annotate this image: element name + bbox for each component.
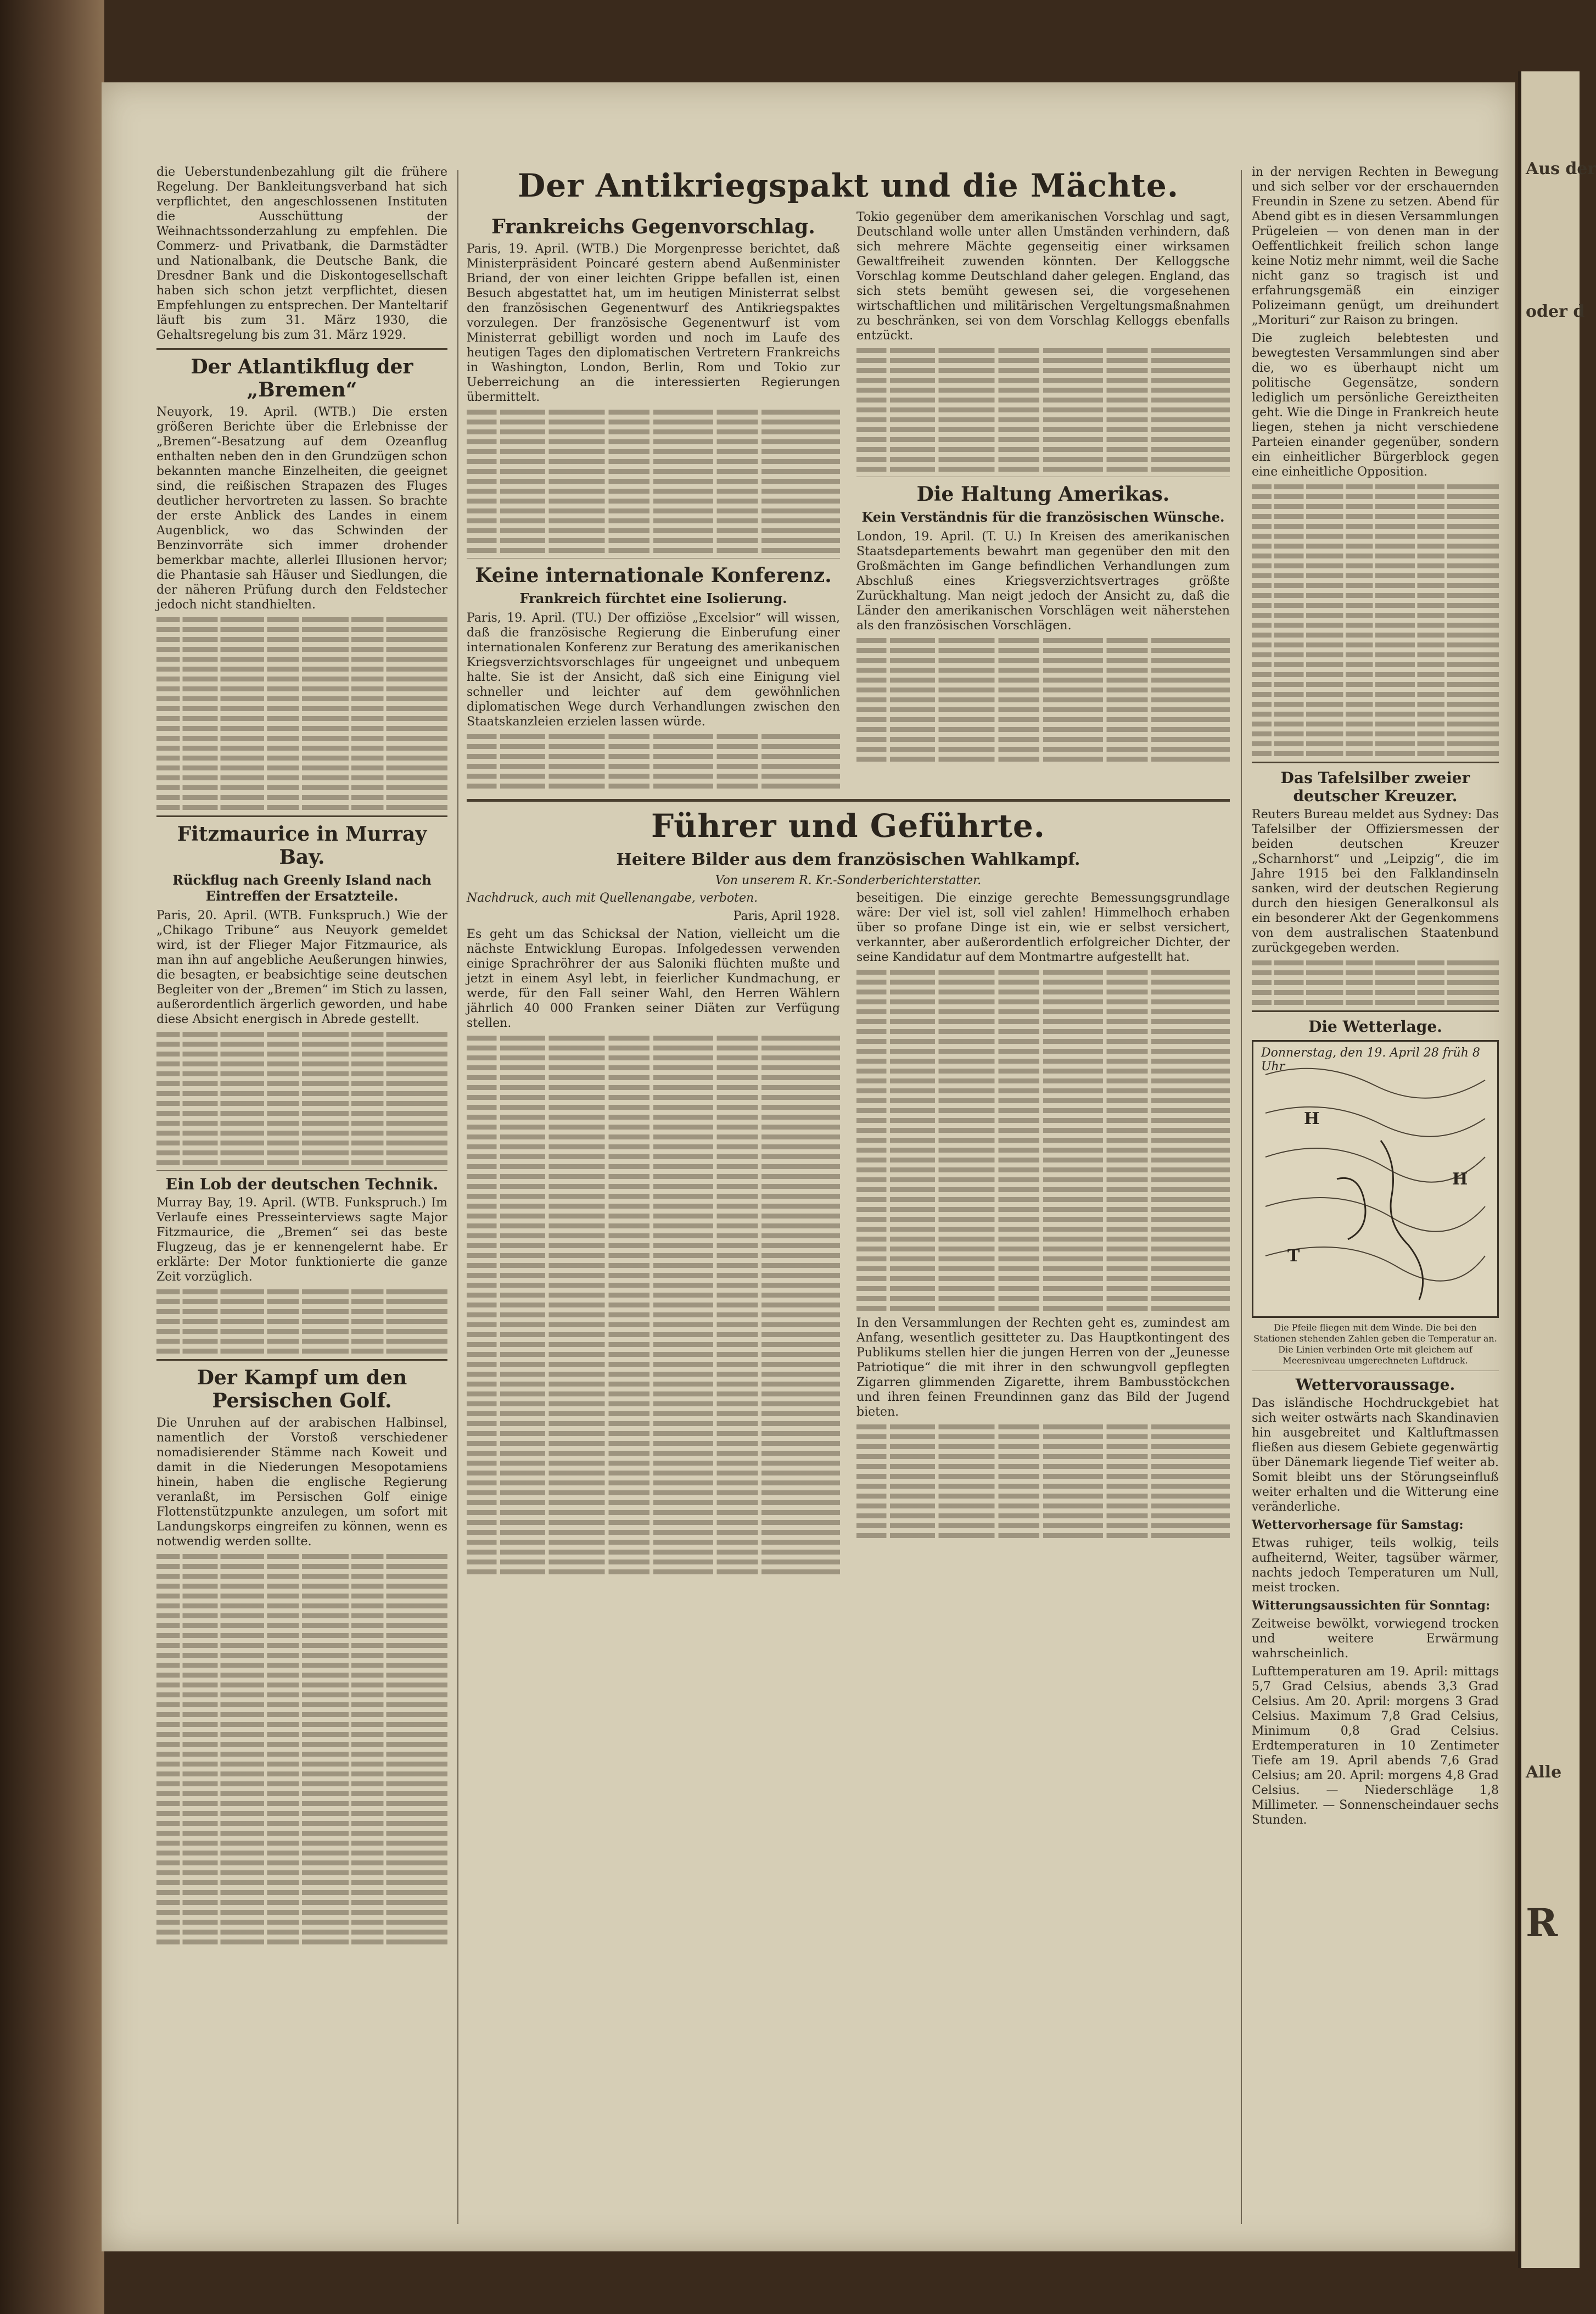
text-lines (1252, 484, 1499, 756)
dateline: Paris, April 1928. (733, 909, 840, 923)
text-lines (856, 1424, 1230, 1538)
text-lines (856, 348, 1230, 472)
article-heading: Fitzmaurice in Murray Bay. (177, 823, 427, 869)
article-heading: Das Tafelsilber zweier deutscher Kreuzer. (1280, 769, 1470, 805)
divider (156, 1170, 447, 1171)
column-rule (1241, 170, 1242, 2224)
next-page-fragment: Aus der (1526, 159, 1596, 178)
svg-text:H: H (1452, 1170, 1468, 1189)
svg-text:T: T (1287, 1247, 1300, 1266)
column-rule (457, 170, 458, 2224)
text-lines (156, 1289, 447, 1354)
divider (156, 815, 447, 817)
article-heading: Die Wetterlage. (1308, 1018, 1442, 1036)
weather-map (1252, 1040, 1499, 1318)
article-text: die Ueberstundenbezahlung gilt die frühere Regelung. Der Bankleitungsverband hat sich verpflichtet, den angeschlossenen Instituten die Ausschüttung der Weihnachtssonderzahlung zu empfehlen. Die Commerz- und Privatbank, die Darmstädter und Nationalbank, die Deutsche Bank, die Dresdner Bank und die Diskontogesellschaft haben sich schon jetzt verpflichtet, diesen Empfehlungen zu entsprechen. Der Manteltarif läuft bis zum 31. März 1930, die Gehaltsregelung bis zum 31. März 1929. (156, 165, 447, 342)
next-page-fragment: Alle (1526, 1763, 1562, 1782)
byline: Von unserem R. Kr.-Sonderberichterstatter. (715, 874, 982, 887)
column-middle (467, 165, 1230, 2229)
article-text: Paris, 19. April. (WTB.) Die Morgenpresse berichtet, daß Ministerpräsident Poincaré gestern abend Außenminister Briand, der von einer leichten Grippe befallen ist, einen Besuch abgestattet hat, um im heutigen Ministerrat selbst den französischen Gegenentwurf des Antikriegspaktes vorzulegen. Der französische Gegenentwurf ist vom Ministerrat gebilligt worden und noch im Laufe des heutigen Tages den diplomatischen Vertretern Frankreichs in Washington, London, Berlin, Rom und Tokio zur Ueberreichung an die interessierten Regierungen übermittelt. (467, 242, 840, 404)
article-text: Das isländische Hochdruckgebiet hat sich weiter ostwärts nach Skandinavien hin ausgebreitet und Kaltluftmassen fließen aus diesem Gebiete gegenwärtig über Dänemark liegende Tief weiter ab. Somit bleibt uns der Störungseinfluß weiter erhalten und die Witterung eine veränderliche. (1252, 1396, 1499, 1514)
weather-map-legend: Die Pfeile fliegen mit dem Winde. Die bei den Stationen stehenden Zahlen geben die Temperatur an. Die Linien verbinden Orte mit gleichem auf Meeresniveau umgerechneten Luftdruck. (1253, 1322, 1497, 1366)
text-lines (156, 1032, 447, 1165)
article-text: London, 19. April. (T. U.) In Kreisen des amerikanischen Staatsdepartements bewahrt man gegenüber den mit den Großmächten im Gange befindlichen Verhandlungen zum Abschluß eines Kriegsverzichtsvertrages größte Zurückhaltung. Man neigt jedoch der Ansicht zu, daß die Länder den amerikanischen Vorschlägen weit näherstehen als den französischen Vorschlägen. (856, 530, 1230, 633)
column-right (1252, 165, 1499, 2229)
forecast-sunday-text: Zeitweise bewölkt, vorwiegend trocken und weitere Erwärmung wahrscheinlich. (1252, 1617, 1499, 1661)
text-lines (467, 734, 840, 789)
article-text: Paris, 19. April. (TU.) Der offiziöse „Excelsior“ will wissen, daß die französische Regierung die Einberufung einer internationalen Konferenz zur Beratung des amerikanischen Kriegsverzichtsvorschlages für ungeeignet und unbequem halte. Sie ist der Ansicht, daß sich eine Einigung viel schneller und leichter auf dem gewöhnlichen diplomatischen Wege durch Verhandlungen zwischen den Staatskanzleien erzielen lassen würde. (467, 611, 840, 729)
article-text: Reuters Bureau meldet aus Sydney: Das Tafelsilber der Offiziersmessen der beiden deutschen Kreuzer „Scharnhorst“ und „Leipzig“, die im Jahre 1915 bei den Falklandinseln sanken, wird der deutschen Regierung durch den hiesigen Generalkonsul als ein besonderer Akt der Gegenkommens von dem australischen Staatenbund zurückgegeben werden. (1252, 808, 1499, 955)
text-lines (856, 638, 1230, 762)
article-subheading: Kein Verständnis für die französischen Wünsche. (861, 509, 1225, 525)
copyright-note: Nachdruck, auch mit Quellenangabe, verboten. (467, 891, 758, 905)
article-subheading: Frankreich fürchtet eine Isolierung. (519, 590, 787, 606)
article-text: Neuyork, 19. April. (WTB.) Die ersten größeren Berichte über die Erlebnisse der „Bremen“-Besatzung auf dem Ozeanflug enthalten neben den in den Grundzügen schon bekannten manche Einzelheiten, die geeignet sind, die reißischen Strapazen des Fluges deutlicher hervortreten zu lassen. So brachte der erste Anblick des Landes in einem Augenblick, wo das Schwinden der Benzinvorräte sich immer drohender bemerkbar machte, allerlei Illusionen hervor; die Phantasie sah Häuser und Siedlungen, die der näheren Prüfung durch den Feldstecher jedoch nicht standhielten. (156, 405, 447, 612)
main-headline: Der Antikriegspakt und die Mächte. (517, 167, 1179, 204)
article-text: Paris, 20. April. (WTB. Funkspruch.) Wie der „Chikago Tribune“ aus Neuyork gemeldet wird, ist der Flieger Major Fitzmaurice, als man ihn auf angebliche Aeußerungen hinwies, die besagten, er beabsichtige seine deutschen Begleiter von der „Bremen“ im Stich zu lassen, außerordentlich ärgerlich geworden, und habe diese Absicht energisch in Abrede gestellt. (156, 909, 447, 1026)
next-page-edge (1518, 71, 1596, 2268)
column-left (156, 165, 447, 2229)
article-text: beseitigen. Die einzige gerechte Bemessungsgrundlage wäre: Der viel ist, soll viel zahlen! Himmelhoch erhaben über so profane Dinge ist ein, wie er selbst versichert, verkannter, aber außerordentlich erfolgreicher Dichter, der seine Kandidatur auf dem Montmartre aufgestellt hat. (856, 891, 1230, 964)
article-heading: Wettervoraussage. (1295, 1376, 1455, 1394)
article-subheading: Rückflug nach Greenly Island nach Eintreffen der Ersatzteile. (172, 872, 432, 904)
next-page-fragment: R (1526, 1900, 1558, 1946)
forecast-saturday-text: Etwas ruhiger, teils wolkig, teils aufheiternd, Weiter, tagsüber wärmer, nachts jedoch Temperaturen um Null, meist trocken. (1252, 1536, 1499, 1595)
divider (467, 799, 1230, 802)
forecast-sunday-title: Witterungsaussichten für Sonntag: (1252, 1598, 1491, 1613)
text-lines (156, 1554, 447, 1944)
article-text: Die zugleich belebtesten und bewegtesten Versammlungen sind aber die, wo es überhaupt nicht um politische Gegensätze, sondern lediglich um persönliche Gereiztheiten geht. Wie die Dinge in Frankreich heute liegen, stehen ja nicht verschiedene Parteien einander gegenüber, sondern ein einheitlicher Bürgerblock gegen eine einheitliche Opposition. (1252, 332, 1499, 479)
newspaper-page (102, 82, 1515, 2251)
article-heading: Frankreichs Gegenvorschlag. (491, 215, 815, 238)
article-text: Es geht um das Schicksal der Nation, vielleicht um die nächste Entwicklung Europas. Infolgedessen verwenden einige Sprachröhrer der aus Saloniki flüchten mußte und jetzt in einem Asyl lebt, in feierlicher Kundmachung, er werde, für den Fall seiner Wahl, den Herren Wählern jährlich 40 000 Franken seiner Diäten zur Verfügung stellen. (467, 927, 840, 1030)
divider (156, 1359, 447, 1361)
temperature-report: Lufttemperaturen am 19. April: mittags 5,7 Grad Celsius, abends 3,3 Grad Celsius. Am 20. April: morgens 3 Grad Celsius. Maximum 7,8 Grad Celsius, Minimum 0,8 Grad Celsius. Erdtemperaturen in 10 Zentimeter Tiefe am 19. April abends 7,6 Grad Celsius; am 20. April: morgens 4,8 Grad Celsius. — Niederschläge 1,8 Millimeter. — Sonnenscheindauer sechs Stunden. (1252, 1665, 1499, 1827)
divider (156, 348, 447, 350)
article-text: in der nervigen Rechten in Bewegung und sich selber vor der erschauernden Freundin in Szene zu setzen. Abend für Abend gibt es in diesen Versammlungen Prügeleien — von denen man in der Oeffentlichkeit freilich schon lange keine Notiz mehr nimmt, weil die Sache nicht ganz so tragisch ist und erfahrungsgemäß ein einziger Polizeimann genügt, um dreihundert „Morituri“ zur Raison zu bringen. (1252, 165, 1499, 327)
svg-text:H: H (1304, 1109, 1320, 1128)
weather-map-drawing (1253, 1042, 1497, 1316)
divider (1252, 1010, 1499, 1012)
next-page-fragment: oder d (1526, 302, 1585, 321)
forecast-saturday-title: Wettervorhersage für Samstag: (1252, 1518, 1464, 1532)
feature-subheading: Heitere Bilder aus dem französischen Wahlkampf. (616, 850, 1080, 869)
article-text: Tokio gegenüber dem amerikanischen Vorschlag und sagt, Deutschland wolle unter allen Umständen verhindern, daß sich mehrere Mächte gegenseitig einer wirksamen Gewaltfreiheit zuwenden könnten. Der Kelloggsche Vorschlag komme Deutschland daher gelegen. England, das sich stets bemüht gewesen sei, die vorgesehenen wirtschaftlichen und militärischen Vergeltungsmaßnahmen zu beschränken, sei von dem Vorschlag Kelloggs ebenfalls entzückt. (856, 210, 1230, 343)
feature-headline: Führer und Geführte. (651, 807, 1045, 845)
article-text: Murray Bay, 19. April. (WTB. Funkspruch.) Im Verlaufe eines Presseinterviews sagte Major Fitzmaurice, die „Bremen“ sei das beste Flugzeug, das je er kennengelernt habe. Er erklärte: Der Motor funktionierte die ganze Zeit vorzüglich. (156, 1196, 447, 1284)
text-lines (1252, 960, 1499, 1005)
text-lines (467, 1036, 840, 1574)
article-heading: Der Atlantikflug der „Bremen“ (191, 355, 413, 401)
weather-map-caption: Donnerstag, den 19. April 28 früh 8 Uhr (1261, 1046, 1480, 1074)
article-text: Die Unruhen auf der arabischen Halbinsel, namentlich der Vorstoß verschiedener nomadisierender Stämme nach Koweit und damit in die Niederungen Mesopotamiens hinein, haben die englische Regierung veranlaßt, im Persischen Golf einige Flottenstützpunkte anzulegen, um sofort mit Landungskorps eingreifen zu können, wenn es notwendig werden sollte. (156, 1416, 447, 1549)
left-page-edge (0, 0, 104, 2314)
text-lines (156, 617, 447, 810)
divider (1252, 762, 1499, 763)
text-lines (467, 410, 840, 553)
article-heading: Der Kampf um den Persischen Golf. (197, 1366, 407, 1412)
article-heading: Keine internationale Konferenz. (475, 564, 832, 587)
article-heading: Ein Lob der deutschen Technik. (165, 1175, 439, 1193)
article-text: In den Versammlungen der Rechten geht es, zumindest am Anfang, wesentlich gesitteter zu. Das Hauptkontingent des Publikums stellen hier die jungen Herren von der „Jeunesse Patriotique“ die mit ihrer in den schwungvoll gepflegten Zigarren glimmenden Zigarette, ihrem Bambusstöckchen und ihren feinen Freundinnen ganz das Bild der Jugend bieten. (856, 1316, 1230, 1419)
text-lines (856, 970, 1230, 1311)
article-heading: Die Haltung Amerikas. (916, 483, 1170, 506)
